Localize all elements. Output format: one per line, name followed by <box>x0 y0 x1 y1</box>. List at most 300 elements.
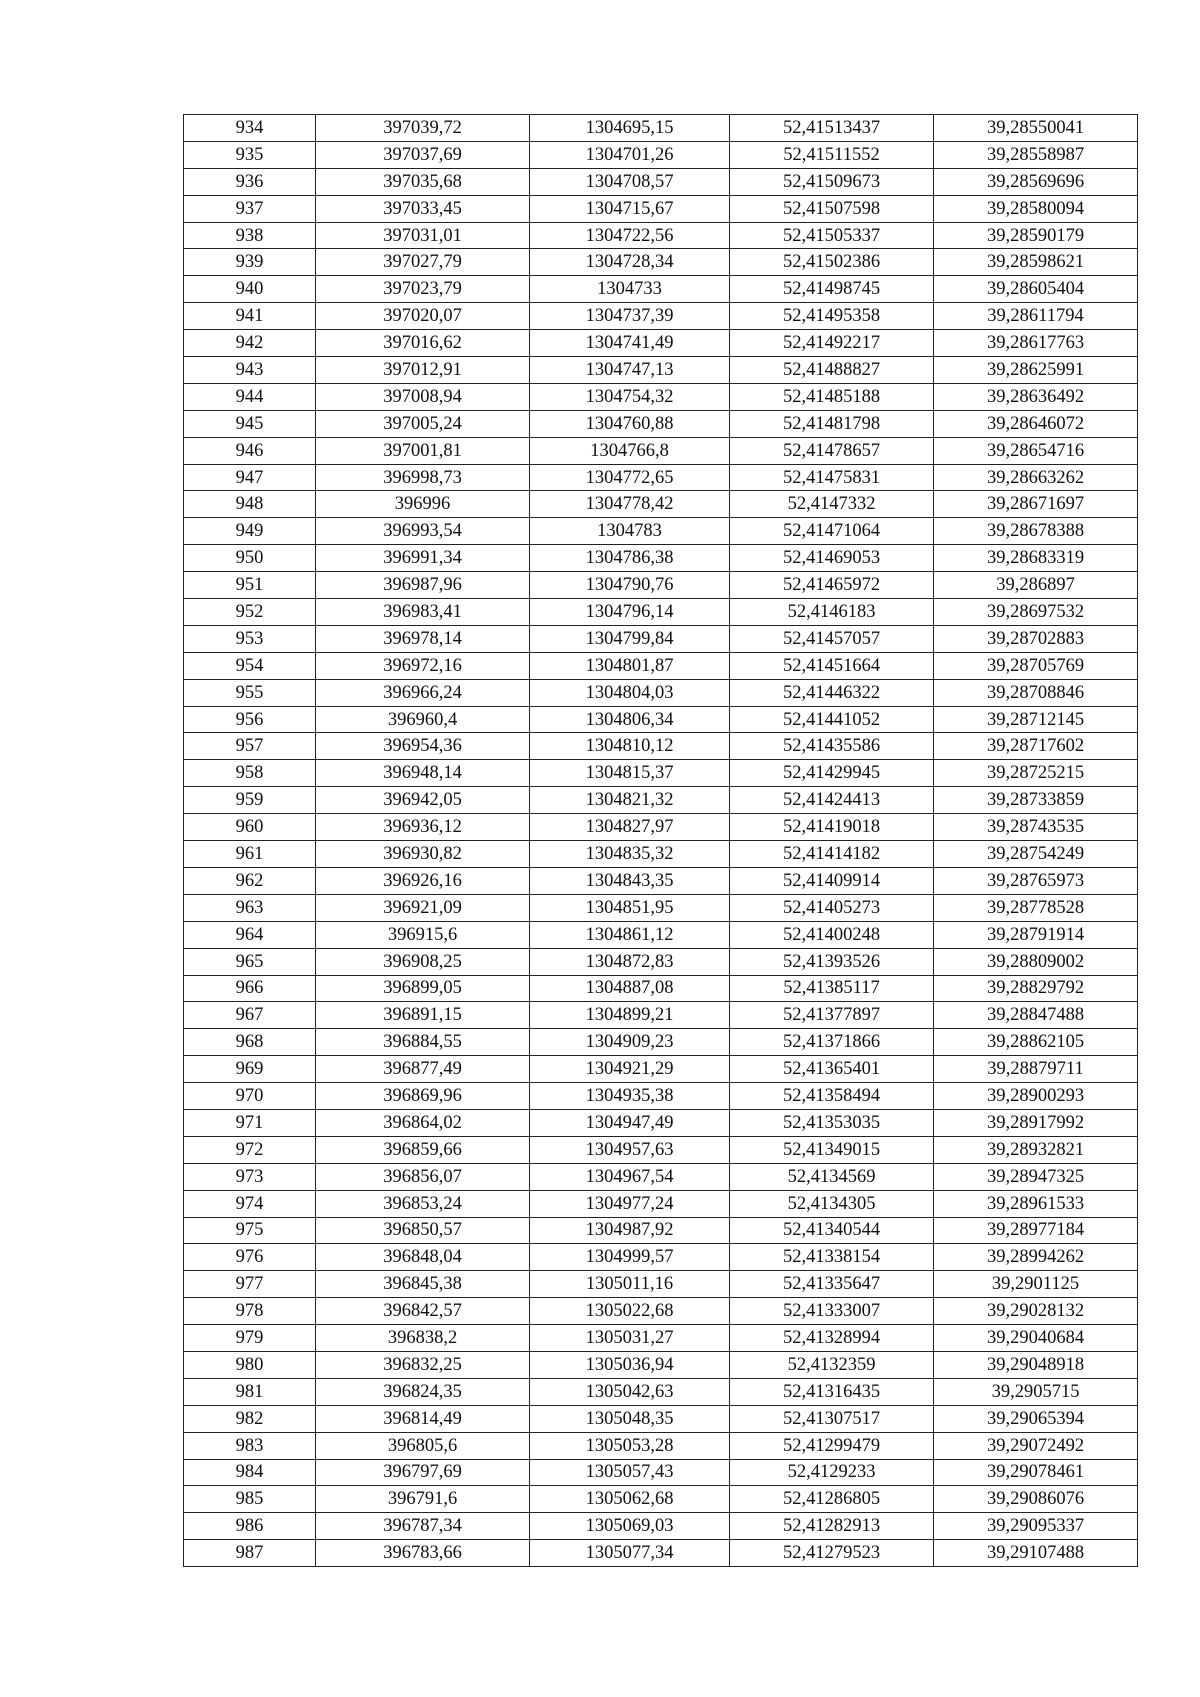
table-row <box>184 1513 1138 1540</box>
latitude-cell: 52,41279523 <box>730 1540 934 1567</box>
point-number-cell: 949 <box>184 518 316 545</box>
x-coordinate-cell: 396864,02 <box>316 1109 530 1136</box>
longitude-cell: 39,28961533 <box>934 1190 1138 1217</box>
table-row <box>184 1486 1138 1513</box>
point-number-cell: 985 <box>184 1486 316 1513</box>
x-coordinate-cell: 396966,24 <box>316 679 530 706</box>
longitude-cell: 39,28636492 <box>934 383 1138 410</box>
y-coordinate-cell: 1304778,42 <box>530 491 730 518</box>
latitude-cell: 52,41299479 <box>730 1432 934 1459</box>
latitude-cell: 52,41307517 <box>730 1405 934 1432</box>
longitude-cell: 39,29107488 <box>934 1540 1138 1567</box>
longitude-cell: 39,28683319 <box>934 545 1138 572</box>
table-row <box>184 841 1138 868</box>
longitude-cell: 39,28558987 <box>934 141 1138 168</box>
longitude-cell: 39,28702883 <box>934 625 1138 652</box>
y-coordinate-cell: 1305022,68 <box>530 1298 730 1325</box>
y-coordinate-cell: 1304821,32 <box>530 787 730 814</box>
y-coordinate-cell: 1304790,76 <box>530 572 730 599</box>
y-coordinate-cell: 1305069,03 <box>530 1513 730 1540</box>
latitude-cell: 52,4146183 <box>730 599 934 626</box>
latitude-cell: 52,41478657 <box>730 437 934 464</box>
x-coordinate-cell: 397012,91 <box>316 357 530 384</box>
table-row <box>184 249 1138 276</box>
y-coordinate-cell: 1305031,27 <box>530 1325 730 1352</box>
table-row <box>184 1109 1138 1136</box>
x-coordinate-cell: 396832,25 <box>316 1351 530 1378</box>
y-coordinate-cell: 1304835,32 <box>530 841 730 868</box>
point-number-cell: 982 <box>184 1405 316 1432</box>
y-coordinate-cell: 1304999,57 <box>530 1244 730 1271</box>
x-coordinate-cell: 396848,04 <box>316 1244 530 1271</box>
point-number-cell: 969 <box>184 1056 316 1083</box>
longitude-cell: 39,28847488 <box>934 1002 1138 1029</box>
x-coordinate-cell: 396993,54 <box>316 518 530 545</box>
longitude-cell: 39,2901125 <box>934 1271 1138 1298</box>
y-coordinate-cell: 1304760,88 <box>530 410 730 437</box>
point-number-cell: 986 <box>184 1513 316 1540</box>
latitude-cell: 52,41340544 <box>730 1217 934 1244</box>
latitude-cell: 52,41286805 <box>730 1486 934 1513</box>
longitude-cell: 39,28754249 <box>934 841 1138 868</box>
x-coordinate-cell: 397033,45 <box>316 195 530 222</box>
longitude-cell: 39,28778528 <box>934 894 1138 921</box>
point-number-cell: 983 <box>184 1432 316 1459</box>
point-number-cell: 970 <box>184 1083 316 1110</box>
x-coordinate-cell: 396991,34 <box>316 545 530 572</box>
longitude-cell: 39,28705769 <box>934 652 1138 679</box>
point-number-cell: 938 <box>184 222 316 249</box>
y-coordinate-cell: 1305036,94 <box>530 1351 730 1378</box>
point-number-cell: 978 <box>184 1298 316 1325</box>
point-number-cell: 964 <box>184 921 316 948</box>
point-number-cell: 939 <box>184 249 316 276</box>
longitude-cell: 39,28708846 <box>934 679 1138 706</box>
x-coordinate-cell: 397037,69 <box>316 141 530 168</box>
x-coordinate-cell: 396930,82 <box>316 841 530 868</box>
y-coordinate-cell: 1304921,29 <box>530 1056 730 1083</box>
longitude-cell: 39,28611794 <box>934 303 1138 330</box>
longitude-cell: 39,28712145 <box>934 706 1138 733</box>
latitude-cell: 52,41333007 <box>730 1298 934 1325</box>
longitude-cell: 39,28697532 <box>934 599 1138 626</box>
point-number-cell: 935 <box>184 141 316 168</box>
longitude-cell: 39,28605404 <box>934 276 1138 303</box>
x-coordinate-cell: 397027,79 <box>316 249 530 276</box>
point-number-cell: 981 <box>184 1378 316 1405</box>
point-number-cell: 966 <box>184 975 316 1002</box>
x-coordinate-cell: 397001,81 <box>316 437 530 464</box>
longitude-cell: 39,28743535 <box>934 814 1138 841</box>
y-coordinate-cell: 1304695,15 <box>530 115 730 142</box>
latitude-cell: 52,41365401 <box>730 1056 934 1083</box>
y-coordinate-cell: 1305048,35 <box>530 1405 730 1432</box>
table-row <box>184 679 1138 706</box>
table-row <box>184 383 1138 410</box>
y-coordinate-cell: 1304741,49 <box>530 330 730 357</box>
point-number-cell: 948 <box>184 491 316 518</box>
x-coordinate-cell: 396853,24 <box>316 1190 530 1217</box>
point-number-cell: 950 <box>184 545 316 572</box>
table-row <box>184 518 1138 545</box>
table-row <box>184 733 1138 760</box>
longitude-cell: 39,28569696 <box>934 168 1138 195</box>
y-coordinate-cell: 1304715,67 <box>530 195 730 222</box>
table-row <box>184 1029 1138 1056</box>
longitude-cell: 39,28725215 <box>934 760 1138 787</box>
table-row <box>184 1136 1138 1163</box>
point-number-cell: 965 <box>184 948 316 975</box>
table-row <box>184 1002 1138 1029</box>
point-number-cell: 958 <box>184 760 316 787</box>
y-coordinate-cell: 1304766,8 <box>530 437 730 464</box>
latitude-cell: 52,41385117 <box>730 975 934 1002</box>
y-coordinate-cell: 1304733 <box>530 276 730 303</box>
point-number-cell: 973 <box>184 1163 316 1190</box>
x-coordinate-cell: 396998,73 <box>316 464 530 491</box>
point-number-cell: 942 <box>184 330 316 357</box>
x-coordinate-cell: 396996 <box>316 491 530 518</box>
x-coordinate-cell: 396948,14 <box>316 760 530 787</box>
table-row <box>184 437 1138 464</box>
table-row <box>184 625 1138 652</box>
point-number-cell: 947 <box>184 464 316 491</box>
latitude-cell: 52,4134569 <box>730 1163 934 1190</box>
latitude-cell: 52,41505337 <box>730 222 934 249</box>
y-coordinate-cell: 1304899,21 <box>530 1002 730 1029</box>
latitude-cell: 52,4134305 <box>730 1190 934 1217</box>
x-coordinate-cell: 397031,01 <box>316 222 530 249</box>
y-coordinate-cell: 1304947,49 <box>530 1109 730 1136</box>
latitude-cell: 52,4147332 <box>730 491 934 518</box>
latitude-cell: 52,41502386 <box>730 249 934 276</box>
latitude-cell: 52,41457057 <box>730 625 934 652</box>
point-number-cell: 940 <box>184 276 316 303</box>
point-number-cell: 979 <box>184 1325 316 1352</box>
point-number-cell: 968 <box>184 1029 316 1056</box>
latitude-cell: 52,41509673 <box>730 168 934 195</box>
table-row <box>184 760 1138 787</box>
y-coordinate-cell: 1304783 <box>530 518 730 545</box>
point-number-cell: 957 <box>184 733 316 760</box>
y-coordinate-cell: 1304909,23 <box>530 1029 730 1056</box>
x-coordinate-cell: 397023,79 <box>316 276 530 303</box>
longitude-cell: 39,28663262 <box>934 464 1138 491</box>
point-number-cell: 963 <box>184 894 316 921</box>
y-coordinate-cell: 1304801,87 <box>530 652 730 679</box>
x-coordinate-cell: 396805,6 <box>316 1432 530 1459</box>
table-row <box>184 652 1138 679</box>
latitude-cell: 52,41393526 <box>730 948 934 975</box>
y-coordinate-cell: 1304887,08 <box>530 975 730 1002</box>
longitude-cell: 39,28678388 <box>934 518 1138 545</box>
latitude-cell: 52,41316435 <box>730 1378 934 1405</box>
longitude-cell: 39,29086076 <box>934 1486 1138 1513</box>
x-coordinate-cell: 396891,15 <box>316 1002 530 1029</box>
longitude-cell: 39,28879711 <box>934 1056 1138 1083</box>
latitude-cell: 52,41492217 <box>730 330 934 357</box>
longitude-cell: 39,28617763 <box>934 330 1138 357</box>
point-number-cell: 961 <box>184 841 316 868</box>
longitude-cell: 39,28947325 <box>934 1163 1138 1190</box>
latitude-cell: 52,4132359 <box>730 1351 934 1378</box>
point-number-cell: 971 <box>184 1109 316 1136</box>
point-number-cell: 941 <box>184 303 316 330</box>
x-coordinate-cell: 397020,07 <box>316 303 530 330</box>
latitude-cell: 52,41465972 <box>730 572 934 599</box>
point-number-cell: 962 <box>184 867 316 894</box>
y-coordinate-cell: 1304872,83 <box>530 948 730 975</box>
x-coordinate-cell: 397016,62 <box>316 330 530 357</box>
y-coordinate-cell: 1305053,28 <box>530 1432 730 1459</box>
x-coordinate-cell: 396791,6 <box>316 1486 530 1513</box>
table-row <box>184 303 1138 330</box>
latitude-cell: 52,41485188 <box>730 383 934 410</box>
y-coordinate-cell: 1304708,57 <box>530 168 730 195</box>
latitude-cell: 52,41405273 <box>730 894 934 921</box>
longitude-cell: 39,28550041 <box>934 115 1138 142</box>
y-coordinate-cell: 1304935,38 <box>530 1083 730 1110</box>
table-row <box>184 1298 1138 1325</box>
table-row <box>184 545 1138 572</box>
x-coordinate-cell: 396845,38 <box>316 1271 530 1298</box>
table-row <box>184 357 1138 384</box>
table-row <box>184 1056 1138 1083</box>
point-number-cell: 960 <box>184 814 316 841</box>
y-coordinate-cell: 1305011,16 <box>530 1271 730 1298</box>
y-coordinate-cell: 1304747,13 <box>530 357 730 384</box>
point-number-cell: 974 <box>184 1190 316 1217</box>
point-number-cell: 987 <box>184 1540 316 1567</box>
table-row <box>184 115 1138 142</box>
longitude-cell: 39,28977184 <box>934 1217 1138 1244</box>
x-coordinate-cell: 396814,49 <box>316 1405 530 1432</box>
longitude-cell: 39,28917992 <box>934 1109 1138 1136</box>
longitude-cell: 39,28932821 <box>934 1136 1138 1163</box>
table-row <box>184 1540 1138 1567</box>
x-coordinate-cell: 396908,25 <box>316 948 530 975</box>
longitude-cell: 39,29078461 <box>934 1459 1138 1486</box>
longitude-cell: 39,286897 <box>934 572 1138 599</box>
longitude-cell: 39,28654716 <box>934 437 1138 464</box>
x-coordinate-cell: 396978,14 <box>316 625 530 652</box>
x-coordinate-cell: 396954,36 <box>316 733 530 760</box>
y-coordinate-cell: 1304728,34 <box>530 249 730 276</box>
latitude-cell: 52,41349015 <box>730 1136 934 1163</box>
x-coordinate-cell: 396942,05 <box>316 787 530 814</box>
longitude-cell: 39,28994262 <box>934 1244 1138 1271</box>
x-coordinate-cell: 396915,6 <box>316 921 530 948</box>
coordinates-table-body <box>184 115 1138 1567</box>
table-row <box>184 141 1138 168</box>
x-coordinate-cell: 396869,96 <box>316 1083 530 1110</box>
table-row <box>184 1325 1138 1352</box>
point-number-cell: 955 <box>184 679 316 706</box>
y-coordinate-cell: 1304772,65 <box>530 464 730 491</box>
latitude-cell: 52,41400248 <box>730 921 934 948</box>
table-row <box>184 168 1138 195</box>
x-coordinate-cell: 396960,4 <box>316 706 530 733</box>
y-coordinate-cell: 1305057,43 <box>530 1459 730 1486</box>
point-number-cell: 984 <box>184 1459 316 1486</box>
y-coordinate-cell: 1305042,63 <box>530 1378 730 1405</box>
point-number-cell: 934 <box>184 115 316 142</box>
latitude-cell: 52,41469053 <box>730 545 934 572</box>
latitude-cell: 52,41371866 <box>730 1029 934 1056</box>
point-number-cell: 944 <box>184 383 316 410</box>
point-number-cell: 945 <box>184 410 316 437</box>
longitude-cell: 39,28625991 <box>934 357 1138 384</box>
y-coordinate-cell: 1304810,12 <box>530 733 730 760</box>
table-row <box>184 787 1138 814</box>
x-coordinate-cell: 396856,07 <box>316 1163 530 1190</box>
x-coordinate-cell: 397008,94 <box>316 383 530 410</box>
latitude-cell: 52,41511552 <box>730 141 934 168</box>
table-row <box>184 222 1138 249</box>
longitude-cell: 39,29040684 <box>934 1325 1138 1352</box>
x-coordinate-cell: 396859,66 <box>316 1136 530 1163</box>
longitude-cell: 39,28862105 <box>934 1029 1138 1056</box>
x-coordinate-cell: 396972,16 <box>316 652 530 679</box>
point-number-cell: 951 <box>184 572 316 599</box>
x-coordinate-cell: 397005,24 <box>316 410 530 437</box>
y-coordinate-cell: 1305062,68 <box>530 1486 730 1513</box>
x-coordinate-cell: 396838,2 <box>316 1325 530 1352</box>
table-row <box>184 706 1138 733</box>
x-coordinate-cell: 396983,41 <box>316 599 530 626</box>
y-coordinate-cell: 1304804,03 <box>530 679 730 706</box>
latitude-cell: 52,41481798 <box>730 410 934 437</box>
point-number-cell: 954 <box>184 652 316 679</box>
x-coordinate-cell: 396926,16 <box>316 867 530 894</box>
longitude-cell: 39,2905715 <box>934 1378 1138 1405</box>
point-number-cell: 967 <box>184 1002 316 1029</box>
point-number-cell: 959 <box>184 787 316 814</box>
point-number-cell: 953 <box>184 625 316 652</box>
latitude-cell: 52,41424413 <box>730 787 934 814</box>
table-row <box>184 1351 1138 1378</box>
latitude-cell: 52,41409914 <box>730 867 934 894</box>
y-coordinate-cell: 1304701,26 <box>530 141 730 168</box>
latitude-cell: 52,41435586 <box>730 733 934 760</box>
latitude-cell: 52,41338154 <box>730 1244 934 1271</box>
point-number-cell: 943 <box>184 357 316 384</box>
y-coordinate-cell: 1304957,63 <box>530 1136 730 1163</box>
x-coordinate-cell: 396850,57 <box>316 1217 530 1244</box>
latitude-cell: 52,41353035 <box>730 1109 934 1136</box>
longitude-cell: 39,28671697 <box>934 491 1138 518</box>
x-coordinate-cell: 396824,35 <box>316 1378 530 1405</box>
y-coordinate-cell: 1304851,95 <box>530 894 730 921</box>
y-coordinate-cell: 1304786,38 <box>530 545 730 572</box>
table-row <box>184 1217 1138 1244</box>
longitude-cell: 39,28598621 <box>934 249 1138 276</box>
latitude-cell: 52,41335647 <box>730 1271 934 1298</box>
table-row <box>184 975 1138 1002</box>
latitude-cell: 52,41446322 <box>730 679 934 706</box>
y-coordinate-cell: 1304815,37 <box>530 760 730 787</box>
longitude-cell: 39,28791914 <box>934 921 1138 948</box>
y-coordinate-cell: 1304754,32 <box>530 383 730 410</box>
y-coordinate-cell: 1305077,34 <box>530 1540 730 1567</box>
x-coordinate-cell: 397035,68 <box>316 168 530 195</box>
table-row <box>184 814 1138 841</box>
point-number-cell: 976 <box>184 1244 316 1271</box>
point-number-cell: 956 <box>184 706 316 733</box>
table-row <box>184 572 1138 599</box>
table-row <box>184 1244 1138 1271</box>
longitude-cell: 39,29065394 <box>934 1405 1138 1432</box>
y-coordinate-cell: 1304722,56 <box>530 222 730 249</box>
y-coordinate-cell: 1304799,84 <box>530 625 730 652</box>
x-coordinate-cell: 396884,55 <box>316 1029 530 1056</box>
table-row <box>184 867 1138 894</box>
table-row <box>184 1190 1138 1217</box>
x-coordinate-cell: 396987,96 <box>316 572 530 599</box>
table-row <box>184 195 1138 222</box>
y-coordinate-cell: 1304843,35 <box>530 867 730 894</box>
x-coordinate-cell: 396877,49 <box>316 1056 530 1083</box>
point-number-cell: 975 <box>184 1217 316 1244</box>
point-number-cell: 980 <box>184 1351 316 1378</box>
y-coordinate-cell: 1304967,54 <box>530 1163 730 1190</box>
longitude-cell: 39,28765973 <box>934 867 1138 894</box>
latitude-cell: 52,4129233 <box>730 1459 934 1486</box>
x-coordinate-cell: 396899,05 <box>316 975 530 1002</box>
latitude-cell: 52,41498745 <box>730 276 934 303</box>
latitude-cell: 52,41282913 <box>730 1513 934 1540</box>
longitude-cell: 39,28733859 <box>934 787 1138 814</box>
latitude-cell: 52,41358494 <box>730 1083 934 1110</box>
latitude-cell: 52,41414182 <box>730 841 934 868</box>
table-row <box>184 330 1138 357</box>
longitude-cell: 39,28580094 <box>934 195 1138 222</box>
longitude-cell: 39,29048918 <box>934 1351 1138 1378</box>
x-coordinate-cell: 396921,09 <box>316 894 530 921</box>
y-coordinate-cell: 1304737,39 <box>530 303 730 330</box>
latitude-cell: 52,41471064 <box>730 518 934 545</box>
y-coordinate-cell: 1304806,34 <box>530 706 730 733</box>
y-coordinate-cell: 1304977,24 <box>530 1190 730 1217</box>
table-row <box>184 276 1138 303</box>
longitude-cell: 39,29072492 <box>934 1432 1138 1459</box>
longitude-cell: 39,28717602 <box>934 733 1138 760</box>
longitude-cell: 39,28900293 <box>934 1083 1138 1110</box>
table-row <box>184 948 1138 975</box>
latitude-cell: 52,41429945 <box>730 760 934 787</box>
longitude-cell: 39,28590179 <box>934 222 1138 249</box>
table-row <box>184 1459 1138 1486</box>
x-coordinate-cell: 396783,66 <box>316 1540 530 1567</box>
latitude-cell: 52,41441052 <box>730 706 934 733</box>
coordinates-table <box>183 114 1138 1567</box>
longitude-cell: 39,28646072 <box>934 410 1138 437</box>
latitude-cell: 52,41507598 <box>730 195 934 222</box>
point-number-cell: 936 <box>184 168 316 195</box>
y-coordinate-cell: 1304861,12 <box>530 921 730 948</box>
point-number-cell: 972 <box>184 1136 316 1163</box>
table-row <box>184 599 1138 626</box>
table-row <box>184 1271 1138 1298</box>
table-row <box>184 1163 1138 1190</box>
longitude-cell: 39,28809002 <box>934 948 1138 975</box>
latitude-cell: 52,41419018 <box>730 814 934 841</box>
table-row <box>184 1083 1138 1110</box>
latitude-cell: 52,41488827 <box>730 357 934 384</box>
point-number-cell: 952 <box>184 599 316 626</box>
point-number-cell: 937 <box>184 195 316 222</box>
table-row <box>184 491 1138 518</box>
